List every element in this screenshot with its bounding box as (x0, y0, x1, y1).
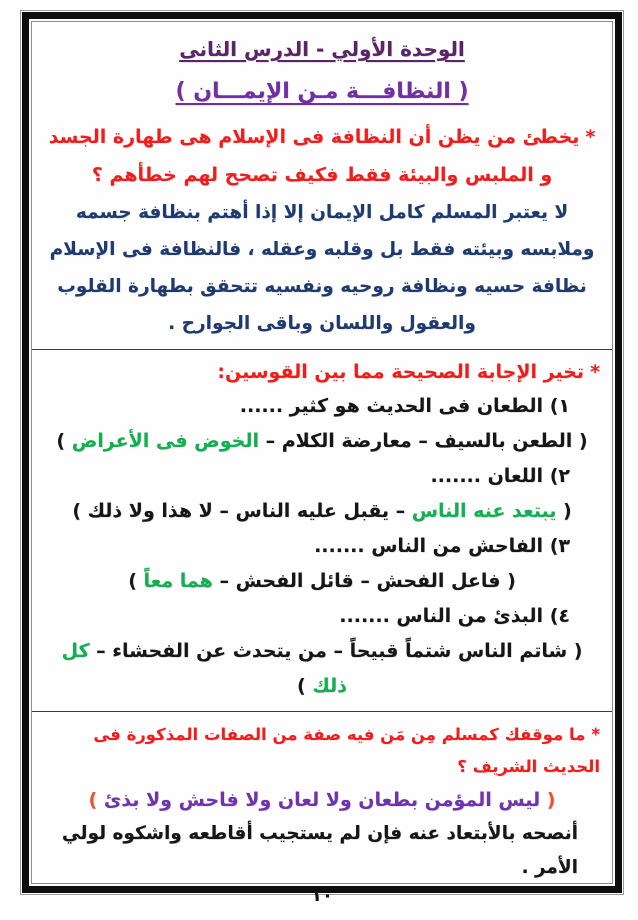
essay-question (44, 118, 600, 194)
correct-answer: كل ذلك (61, 640, 347, 697)
mcq-question-4 (44, 599, 600, 704)
question-options (44, 424, 600, 459)
section-divider (32, 349, 612, 350)
open-paren: ( (540, 789, 556, 811)
close-paren: ) (88, 789, 104, 811)
question-stem (44, 459, 570, 494)
options-text: ) (128, 570, 144, 592)
page-border-frame (20, 10, 624, 906)
question-number: ٤) (549, 605, 570, 627)
situation-question-text: ما موقفك كمسلم مِن مَن فيه صفة من الصفات المذكورة فى الحديث الشريف ؟ (93, 725, 600, 776)
page-border-thick (22, 12, 622, 906)
question-stem-text: البذئ من الناس ....... (339, 605, 544, 627)
correct-answer: يبتعد عنه الناس (411, 500, 557, 522)
mcq-question-1 (44, 389, 600, 459)
hadith-quote (44, 783, 600, 817)
question-options (44, 494, 600, 529)
essay-question-section (44, 118, 600, 342)
mcq-heading (44, 355, 600, 389)
question-options (44, 634, 600, 704)
page-content (31, 21, 613, 906)
mcq-question-2 (44, 459, 600, 529)
question-number: ٢) (549, 465, 570, 487)
unit-lesson-title: الوحدة الأولي - الدرس الثانى (179, 37, 465, 61)
essay-question-text: يخطئ من يظن أن النظافة فى الإسلام هى طهارة الجسد و الملبس والبيئة فقط فكيف تصحح لهم خطأهم ؟ (48, 126, 580, 186)
question-number: ١) (549, 395, 570, 417)
question-stem-text: الطعان فى الحديث هو كثير ...... (239, 395, 544, 417)
situation-question (44, 719, 600, 783)
section-divider (32, 711, 612, 712)
question-options (44, 564, 600, 599)
options-text: ) (56, 430, 72, 452)
question-stem (44, 599, 570, 634)
question-stem (44, 529, 570, 564)
options-text: ) (297, 675, 313, 697)
question-stem (44, 389, 570, 424)
options-text: ( الطعن بالسيف – معارضة الكلام – (258, 430, 588, 452)
mcq-heading-text: تخير الإجابة الصحيحة مما بين القوسين: (217, 361, 585, 383)
options-text: ( (556, 500, 572, 522)
lesson-header (44, 34, 600, 108)
hadith-text: ليس المؤمن بطعان ولا لعان ولا فاحش ولا بذئ (103, 789, 541, 811)
correct-answer: هما معاً (143, 570, 213, 592)
multiple-choice-section (44, 355, 600, 704)
question-stem-text: الفاحش من الناس ....... (314, 535, 544, 557)
question-number: ٣) (549, 535, 570, 557)
situation-question-section (44, 719, 600, 885)
page-number: ١٠ (311, 885, 333, 906)
asterisk-bullet: * (590, 361, 600, 383)
correct-answer: الخوض فى الأعراض (71, 430, 259, 452)
mcq-question-3 (44, 529, 600, 599)
lesson-topic-title: ( النظافـــة مـن الإيمـــان ) (175, 79, 469, 104)
asterisk-bullet: * (585, 126, 596, 148)
options-text: ( شاتم الناس شتماً قبيحاً – من يتحدث عن الفحشاء – (89, 640, 583, 662)
options-text: ( فاعل الفحش – قائل الفحش – (212, 570, 516, 592)
asterisk-bullet: * (591, 725, 600, 744)
question-stem-text: اللعان ....... (430, 465, 544, 487)
situation-answer: أنصحه بالأبتعاد عنه فإن لم يستجيب أقاطعه واشكوه لولي الأمر . (61, 823, 578, 878)
essay-answer: لا يعتبر المسلم كامل الإيمان إلا إذا أهتم بنظافة جسمه وملابسه وبيئته فقط بل وقلبه وعقله ، فالنظافة فى الإسلام نظافة حسيه ونظافة روحيه ونفسيه تتحقق بطهارة القلوب والعقول واللسان وباقى الجوارح . (49, 202, 595, 334)
options-text: – يقبل عليه الناس – لا هذا ولا ذلك ) (72, 500, 412, 522)
